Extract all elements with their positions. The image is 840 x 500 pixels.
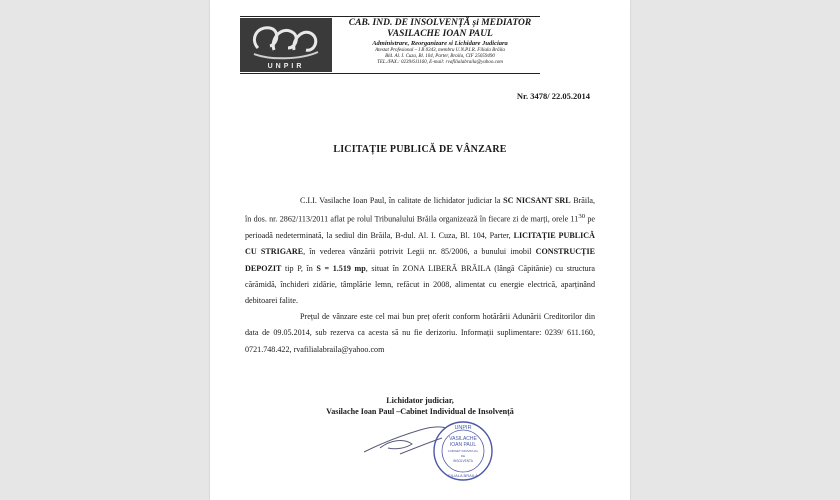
svg-text:VASILACHE: VASILACHE <box>449 436 477 442</box>
text-run: , situat în <box>365 263 403 273</box>
person-name: VASILACHE IOAN PAUL <box>387 29 493 39</box>
svg-text:CABINET INDIVIDUAL: CABINET INDIVIDUAL <box>447 449 479 453</box>
text-run: pe perioadă nedeterminată, la sediul din Brăila, B-dul. Al. I. Cuza, Bl. 104, Parter, <box>245 214 595 241</box>
logo-text: UNPIR <box>267 63 305 70</box>
svg-text:DE: DE <box>460 454 466 458</box>
svg-text:FILIALA BRAILA: FILIALA BRAILA <box>448 473 478 478</box>
asset-name: CONSTRUCȚIE DEPOZIT <box>245 247 595 273</box>
asset-area: S = 1.519 mp <box>316 263 366 273</box>
letterhead <box>240 16 540 74</box>
svg-text:UNPIR: UNPIR <box>454 425 472 431</box>
asset-location: ZONA LIBERĂ BRĂILA <box>402 263 491 273</box>
signature-role: Lichidator judiciar, <box>386 396 454 405</box>
official-stamp <box>432 420 494 482</box>
unpir-logo <box>240 18 332 72</box>
document-number: Nr. 3478/ 22.05.2014 <box>516 91 590 101</box>
document-page <box>210 0 630 500</box>
services-line: Administrare, Reorganizare si Lichidare Judiciara <box>372 40 508 47</box>
license-line: Atestat Profesional – I B 0343, membru U.N.P.I.R. Filiala Brăila <box>375 48 505 53</box>
document-body <box>245 193 595 358</box>
svg-text:INSOLVENTA: INSOLVENTA <box>453 459 473 463</box>
company-name: SC NICSANT SRL <box>503 196 571 205</box>
address-line: Bld. Al. I. Cuza, Bl. 104, Parter, Braila, CIF 25059490 <box>385 54 495 59</box>
document-title: LICITAȚIE PUBLICĂ DE VÂNZARE <box>333 144 507 155</box>
paragraph-price: Prețul de vânzare este cel mai bun preț oferit conform hotărârii Adunării Creditorilor din data de 09.05.2014, sub rezerva ca acesta să nu fie derizoriu. Informații suplimentare: 0239/ 611.160, 0721.748.422, rvafilialabraila@yahoo.com <box>245 312 595 354</box>
signature-name: Vasilache Ioan Paul –Cabinet Individual de Insolvență <box>326 407 514 416</box>
text-run: tip P, în <box>281 263 317 273</box>
text-run: C.I.I. Vasilache Ioan Paul, în calitate de lichidator judiciar la <box>300 196 504 205</box>
signature-block <box>210 395 630 417</box>
time-superscript: 30 <box>578 213 586 221</box>
text-run: Brăila, în dos. nr. 2862/113/2011 aflat pe rolul Tribunalului Brăila organizează în fiecare zi de marți, orele 11 <box>245 196 595 224</box>
auction-type: LICITAȚIE PUBLICĂ CU STRIGARE <box>245 231 595 257</box>
svg-text:IOAN PAUL: IOAN PAUL <box>449 442 477 448</box>
letterhead-text <box>340 18 540 66</box>
paragraph-announcement <box>245 193 595 309</box>
text-run: , în vederea vânzării potrivit Legii nr. 85/2006, a bunului imobil <box>303 247 536 257</box>
cabinet-name: CAB. IND. DE INSOLVENȚĂ și MEDIATOR <box>348 18 532 28</box>
contact-line: TEL./FAX.: 0239/611160, E-mail: rvafilialabraila@yahoo.com <box>377 60 503 65</box>
text-run: (lângă Căpitănie) cu structura cărămidă, închideri zidărie, tâmplărie lemn, refăcut in 2008, alimentat cu energie electrică, aparținând debitoarei falite. <box>245 263 596 305</box>
